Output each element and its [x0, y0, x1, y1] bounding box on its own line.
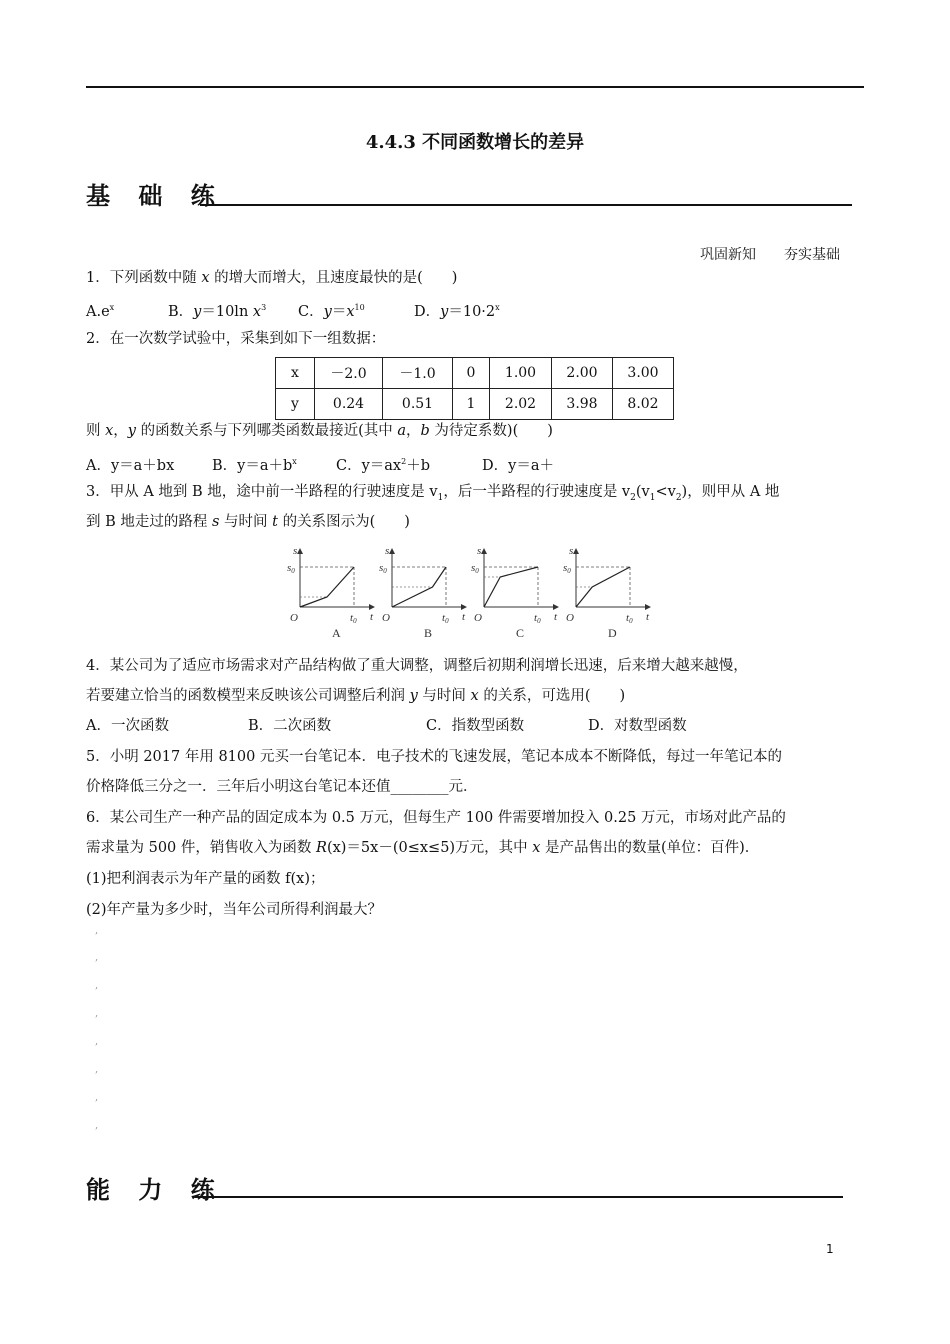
axis-label-origin: O	[290, 612, 298, 624]
corner-tags	[672, 244, 840, 264]
q4-option-b: B．二次函数	[248, 718, 332, 734]
table-cell: 3.00	[613, 358, 674, 389]
q2-option-d: D．y＝a＋	[482, 458, 554, 474]
paragraph-mark: ,	[95, 952, 99, 963]
paragraph-mark: ,	[95, 1120, 99, 1131]
section-heading-ability: 能 力 练	[86, 1176, 225, 1204]
table-row	[276, 358, 674, 389]
graph-C	[471, 545, 558, 640]
paragraph-mark: ,	[95, 1036, 99, 1047]
section-rule-ability	[195, 1196, 843, 1198]
axis-label-origin: O	[382, 612, 390, 624]
header-rule	[86, 86, 864, 88]
graph-D	[563, 545, 650, 640]
q1-option-d: D．$y=10\cdot 2^x$	[414, 303, 500, 320]
q5-line2: 价格降低三分之一．三年后小明这台笔记本还值________元．	[86, 779, 478, 795]
axis-label-s0: s0	[471, 562, 479, 575]
paragraph-mark: ,	[95, 1008, 99, 1019]
distance-time-curve	[300, 567, 354, 607]
table-cell: 2.02	[490, 389, 552, 420]
table-cell: 8.02	[613, 389, 674, 420]
q2-option-b: B．$y=a+b^x$	[212, 457, 297, 474]
q1-stem: 1．下列函数中随 x 的增大而增大，且速度最快的是( )	[86, 270, 458, 286]
table-cell: －1.0	[383, 358, 453, 389]
axis-label-s: s	[293, 545, 298, 557]
axis-label-s0: s0	[379, 562, 387, 575]
graph-B	[379, 545, 466, 640]
axis-label-s0: s0	[287, 562, 295, 575]
q2-stem: 2．在一次数学试验中，采集到如下一组数据：	[86, 331, 386, 347]
page-number: 1	[826, 1242, 834, 1256]
axis-label-t: t	[370, 611, 374, 623]
q6-line1: 6．某公司生产一种产品的固定成本为 0.5 万元，但每生产 100 件需要增加投入 0.25 万元，市场对此产品的	[86, 810, 786, 826]
axis-label-origin: O	[474, 612, 482, 624]
q5-line1: 5．小明 2017 年用 8100 元买一台笔记本．电子技术的飞速发展，笔记本成本不断降低，每过一年笔记本的	[86, 749, 782, 765]
q3-graph-options	[276, 545, 666, 645]
q1-options	[86, 298, 500, 322]
table-cell: 1.00	[490, 358, 552, 389]
q4-line2: 若要建立恰当的函数模型来反映该公司调整后利润 y 与时间 x 的关系，可选用( )	[86, 688, 626, 704]
axis-label-s: s	[477, 545, 482, 557]
table-cell: －2.0	[315, 358, 383, 389]
q2-data-table	[275, 357, 674, 420]
q3-line1: 3．甲从 A 地到 B 地，途中前一半路程的行驶速度是 $v_1$，后一半路程的行驶速度是 $v_2(v_1<v_2)$，则甲从 A 地	[86, 484, 780, 503]
q2-option-c: C．$y=ax^2+b$	[336, 457, 430, 474]
q4-line1: 4．某公司为了适应市场需求对产品结构做了重大调整，调整后初期利润增长迅速，后来增大越来越慢，	[86, 658, 748, 674]
q3-line2: 到 B 地走过的路程 s 与时间 t 的关系图示为( )	[86, 514, 410, 530]
axis-label-t0: t0	[350, 612, 357, 625]
q2-after-text: 则 x，y 的函数关系与下列哪类函数最接近(其中 a，b 为待定系数)( )	[86, 423, 553, 439]
table-cell: 0	[453, 358, 490, 389]
graph-option-label: C	[516, 626, 525, 640]
table-cell: 0.51	[383, 389, 453, 420]
graph-A	[287, 545, 374, 640]
q6-line2: 需求量为 500 件，销售收入为函数 R(x)＝5x－(0≤x≤5)万元，其中 x 是产品售出的数量(单位：百件)．	[86, 840, 760, 856]
q6-sub2: (2)年产量为多少时，当年公司所得利润最大？	[86, 902, 383, 918]
q4-option-d: D．对数型函数	[588, 718, 687, 734]
paragraph-mark: ,	[95, 980, 99, 991]
q2-option-a: A．y＝a＋bx	[86, 458, 175, 474]
q4-option-c: C．指数型函数	[426, 718, 525, 734]
axis-label-t: t	[462, 611, 466, 623]
q4-options	[86, 716, 687, 736]
paragraph-mark: ,	[95, 1064, 99, 1075]
q4-option-a: A．一次函数	[86, 718, 169, 734]
table-cell: 1	[453, 389, 490, 420]
paragraph-mark: ,	[95, 925, 99, 936]
axis-label-t: t	[554, 611, 558, 623]
table-cell: x	[276, 358, 315, 389]
axis-label-s: s	[569, 545, 574, 557]
table-cell: 2.00	[552, 358, 613, 389]
graph-option-label: B	[424, 626, 433, 640]
axis-label-t: t	[646, 611, 650, 623]
section-heading-basic: 基 础 练	[86, 182, 225, 210]
axis-label-s: s	[385, 545, 390, 557]
table-cell: 0.24	[315, 389, 383, 420]
page-title: 4.4.3 不同函数增长的差异	[365, 132, 585, 153]
q2-options	[86, 452, 554, 476]
q6-sub1: (1)把利润表示为年产量的函数 f(x)；	[86, 871, 325, 887]
axis-label-origin: O	[566, 612, 574, 624]
distance-time-curve	[484, 567, 538, 607]
section-rule-basic	[200, 204, 852, 206]
axis-label-t0: t0	[534, 612, 541, 625]
corner-tag-left: 巩固新知	[700, 247, 756, 263]
paragraph-mark: ,	[95, 1092, 99, 1103]
corner-tag-right: 夯实基础	[784, 247, 840, 263]
axis-label-t0: t0	[442, 612, 449, 625]
graph-option-label: D	[608, 626, 617, 640]
table-cell: y	[276, 389, 315, 420]
graph-option-label: A	[332, 626, 341, 640]
axis-label-t0: t0	[626, 612, 633, 625]
q1-option-c: C．$y=x^{10}$	[298, 303, 365, 320]
q1-option-a: $A.e^x$	[86, 303, 115, 320]
axis-label-s0: s0	[563, 562, 571, 575]
table-cell: 3.98	[552, 389, 613, 420]
table-row	[276, 389, 674, 420]
q1-option-b: B．y＝10ln $x^3$	[168, 303, 267, 320]
